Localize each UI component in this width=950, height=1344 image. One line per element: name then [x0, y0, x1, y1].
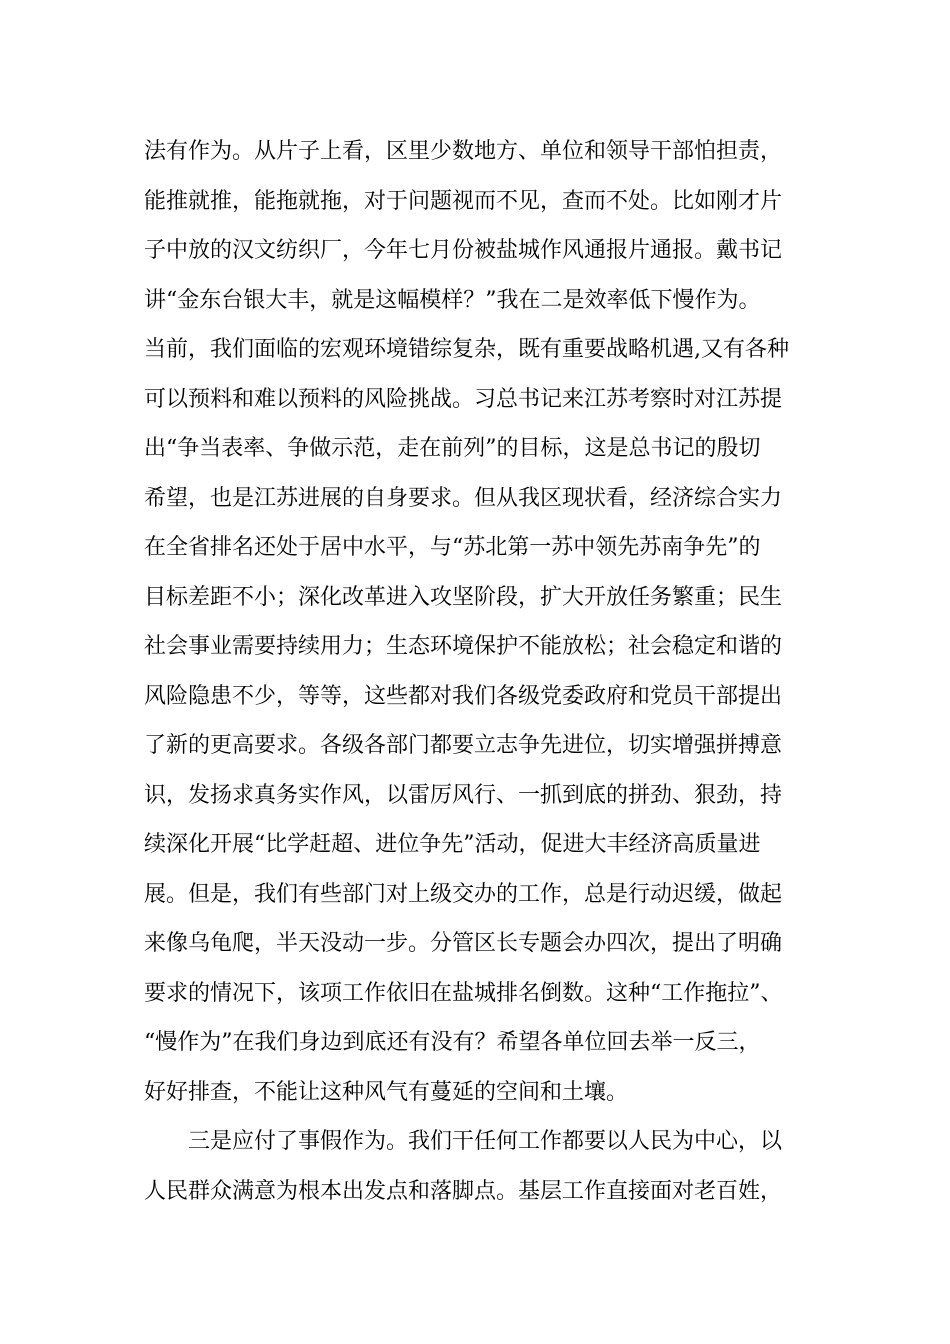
text-line: 讲“金东台银大丰，就是这幅模样？”我在二是效率低下慢作为。: [144, 287, 761, 313]
body-text: [144, 127, 824, 1216]
text-line: 当前，我们面临的宏观环境错综复杂，既有重要战略机遇,又有各种: [144, 337, 789, 362]
text-line: 社会事业需要持续用力；生态环境保护不能放松；社会稳定和谐的: [144, 634, 783, 659]
text-line: 能推就推，能拖就拖，对于问题视而不见，查而不处。比如刚才片: [144, 188, 783, 214]
text-line: 在全省排名还处于居中水平，与“苏北第一苏中领先苏南争先”的: [144, 535, 761, 560]
text-line: 续深化开展“比学赶超、进位争先”活动，促进大丰经济高质量进: [144, 832, 761, 857]
text-line: “慢作为”在我们身边到底还有没有？希望各单位回去举一反三，: [144, 1030, 761, 1055]
paragraph-start-line: 三是应付了事假作为。我们干任何工作都要以人民为中心，以: [188, 1129, 783, 1154]
text-line: 出“争当表率、争做示范，走在前列”的目标，这是总书记的殷切: [144, 436, 761, 461]
text-line: 目标差距不小；深化改革进入攻坚阶段，扩大开放任务繁重；民生: [144, 584, 783, 610]
text-line: 风险隐患不少，等等，这些都对我们各级党委政府和党员干部提出: [144, 683, 783, 709]
text-line: 要求的情况下，该项工作依旧在盐城排名倒数。这种“工作拖拉”、: [144, 980, 783, 1006]
text-line: 人民群众满意为根本出发点和落脚点。基层工作直接面对老百姓，: [144, 1178, 783, 1204]
text-line: 好好排查，不能让这种风气有蔓延的空间和土壤。: [144, 1079, 629, 1105]
text-line: 可以预料和难以预料的风险挑战。习总书记来江苏考察时对江苏提: [144, 386, 783, 412]
text-line: 子中放的汉文纺织厂，今年七月份被盐城作风通报片通报。戴书记: [144, 238, 783, 263]
text-line: 展。但是，我们有些部门对上级交办的工作，总是行动迟缓，做起: [144, 881, 783, 907]
text-line: 希望，也是江苏进展的自身要求。但从我区现状看，经济综合实力: [144, 485, 783, 511]
text-line: 了新的更高要求。各级各部门都要立志争先进位，切实增强拼搏意: [144, 733, 783, 758]
text-line: 来像乌龟爬，半天没动一步。分管区长专题会办四次，提出了明确: [144, 931, 783, 956]
text-line: 识，发扬求真务实作风，以雷厉风行、一抓到底的拼劲、狠劲，持: [144, 782, 783, 808]
text-line: 法有作为。从片子上看，区里少数地方、单位和领导干部怕担责，: [144, 139, 783, 164]
